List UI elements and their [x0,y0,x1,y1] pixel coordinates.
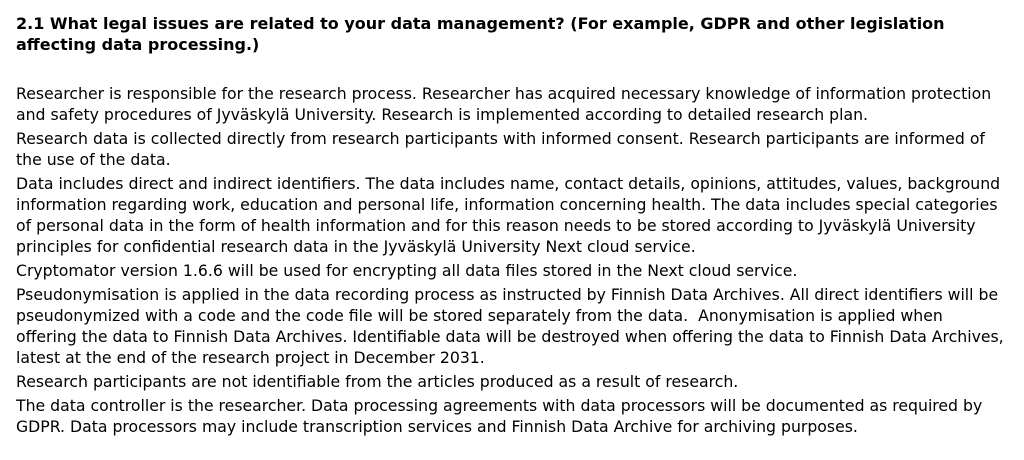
answer-paragraph: Data includes direct and indirect identifiers. The data includes name, contact details, opinions, attitudes, values, background information regarding work, education and personal life, information concerning health. The data includes special categories of personal data in the form of health information and for this reason needs to be stored according to Jyväskylä University principles for confidential research data in the Jyväskylä University Next cloud service. [16,174,1006,256]
answer-paragraph: Cryptomator version 1.6.6 will be used for encrypting all data files stored in the Next cloud service. [16,261,798,280]
answer-paragraph: Pseudonymisation is applied in the data recording process as instructed by Finnish Data Archives. All direct identifiers will be pseudonymized with a code and the code file will be stored separately from the data. Anonymisation is applied when offering the data to Finnish Data Archives. Identifiable data will be destroyed when offering the data to Finnish Data Archives, latest at the end of the research project in December 2031. [16,285,1009,367]
answer-paragraph: The data controller is the researcher. Data processing agreements with data processors will be documented as required by GDPR. Data processors may include transcription services and Finnish Data Archive for archiving purposes. [16,396,988,436]
answer-paragraph: Researcher is responsible for the research process. Researcher has acquired necessary knowledge of information protection and safety procedures of Jyväskylä University. Research is implemented according to detailed research plan. [16,84,997,124]
answer-body [16,83,1008,437]
answer-paragraph: Research participants are not identifiable from the articles produced as a result of research. [16,372,739,391]
question-heading: 2.1 What legal issues are related to your data management? (For example, GDPR and other legislation affecting data processing.) [16,14,945,54]
answer-paragraph: Research data is collected directly from research participants with informed consent. Research participants are informed of the use of the data. [16,129,990,169]
